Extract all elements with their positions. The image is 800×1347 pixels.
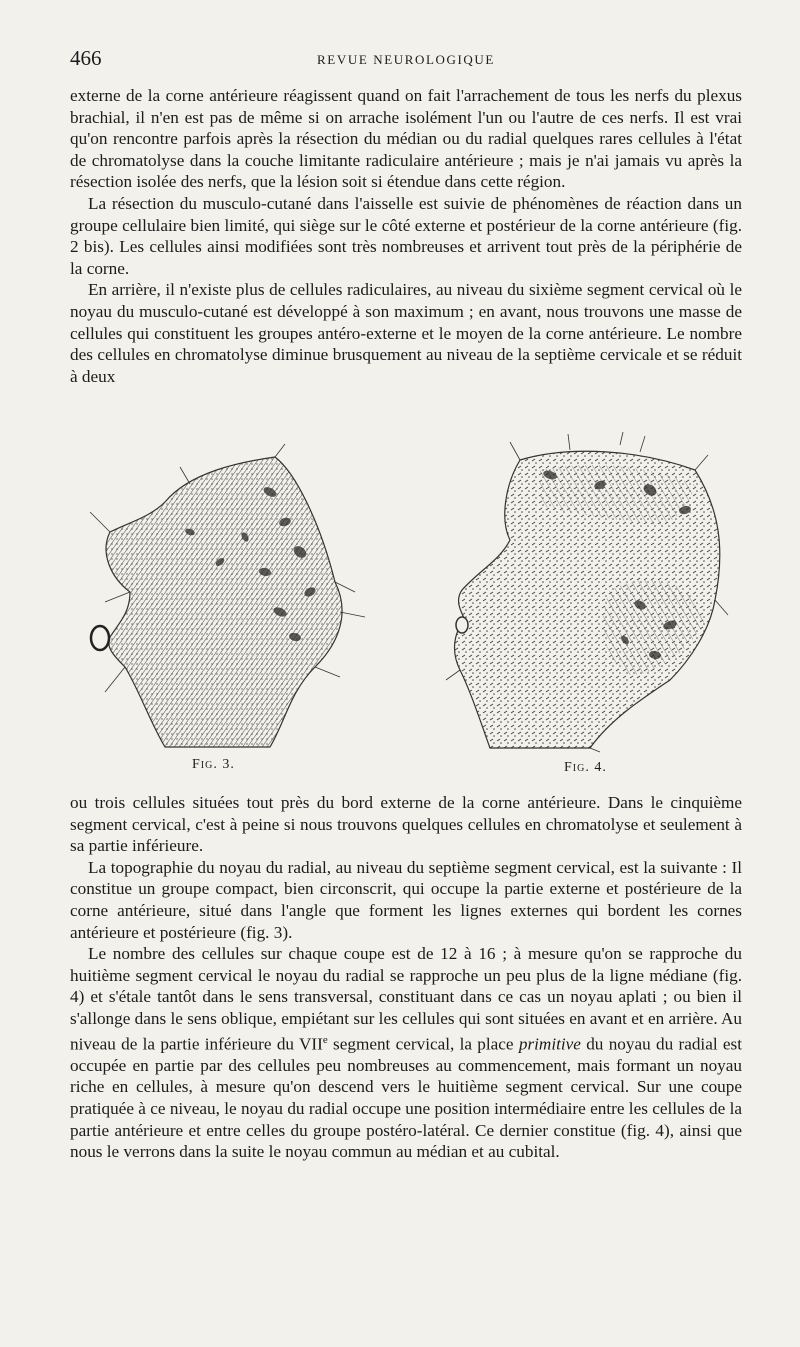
paragraph-6-part-b: segment cervical, la place xyxy=(327,1034,519,1054)
fig4-drawing xyxy=(440,430,730,755)
fig3-drawing xyxy=(70,442,370,752)
paragraph-6-part-c: du noyau du radial est occupée en partie par des cellules peu nombreuses au commencement, mais formant un noyau riche en cellules, à mesure qu'on descend vers le huitième segment cervical. Sur une coupe pratiquée à ce niveau, le noyau du radial occupe une position intermédiaire entre les cellules de la partie antérieure et entre celles du groupe postéro-latéral. Ce dernier constitue (fig. 4), ainsi que nous le verrons dans la suite le noyau commun au médian et au cubital. xyxy=(70,1034,742,1162)
paragraph-4: ou trois cellules situées tout près du bord externe de la corne antérieure. Dans le cinquième segment cervical, c'est à peine si nous trouvons quelques cellules en chromatolyse et seulement à sa partie inférieure. xyxy=(70,793,742,856)
paragraph-1: externe de la corne antérieure réagissent quand on fait l'arrachement de tous les nerfs du plexus brachial, il n'en est pas de même si on arrache isolément l'un ou l'autre de ces nerfs. Il est vrai qu'on rencontre parfois après la résection du médian ou du radial quelques rares cellules à l'état de chromatolyse dans la couche limitante radiculaire antérieure ; mais je n'ai jamais vu après la résection isolée des nerfs, que la lésion soit si étendue dans cette région. xyxy=(70,86,742,192)
figure-3-illustration xyxy=(70,442,370,752)
paragraph-2: La résection du musculo-cutané dans l'aisselle est suivie de phénomènes de réaction dans un groupe cellulaire bien limité, qui siège sur le côté externe et postérieur de la corne antérieure (fig. 2 bis). Les cellules ainsi modifiées sont très nombreuses et arrivent tout près de la périphérie de la corne. xyxy=(70,193,742,278)
page-number: 466 xyxy=(70,46,102,70)
superscript-e: e xyxy=(322,1033,328,1046)
running-title: REVUE NEUROLOGIQUE xyxy=(317,52,495,67)
text-block-top xyxy=(70,85,742,387)
figure-4-illustration xyxy=(440,430,730,755)
text-block-bottom xyxy=(70,792,742,1163)
paragraph-6 xyxy=(70,943,742,1163)
figure-4-caption: Fig. 4. xyxy=(564,760,607,775)
page-header xyxy=(70,46,742,74)
paragraph-6-part-a: Le nombre des cellules sur chaque coupe est de 12 à 16 ; à mesure qu'on se rapproche du huitième segment cervical le noyau du radial se rapproche un peu plus de la ligne médiane (fig. 4) et s'étale tantôt dans le sens transversal, constituant dans ce cas un noyau aplati ; ou bien il s'allonge dans le sens oblique, empiétant sur les cellules qui sont situées en avant et en arrière. Au niveau de la partie inférieure du VII xyxy=(70,944,742,1054)
paragraph-5: La topographie du noyau du radial, au niveau du septième segment cervical, est la suivante : Il constitue un groupe compact, bien circonscrit, qui occupe la partie externe et postérieure de la corne antérieure, situé dans l'angle que forment les lignes externes qui bordent les cornes antérieure et postérieure (fig. 3). xyxy=(70,857,742,942)
figure-3-caption: Fig. 3. xyxy=(192,757,235,772)
emphasis-primitive: primitive xyxy=(518,1034,581,1054)
paragraph-3: En arrière, il n'existe plus de cellules radiculaires, au niveau du sixième segment cervical où le noyau du musculo-cutané est développé à son maximum ; en avant, nous trouvons une masse de cellules qui constituent les groupes antéro-externe et le moyen de la corne antérieure. Le nombre des cellules en chromatolyse diminue brusquement au niveau de la septième cervicale et se réduit à deux xyxy=(70,280,742,386)
